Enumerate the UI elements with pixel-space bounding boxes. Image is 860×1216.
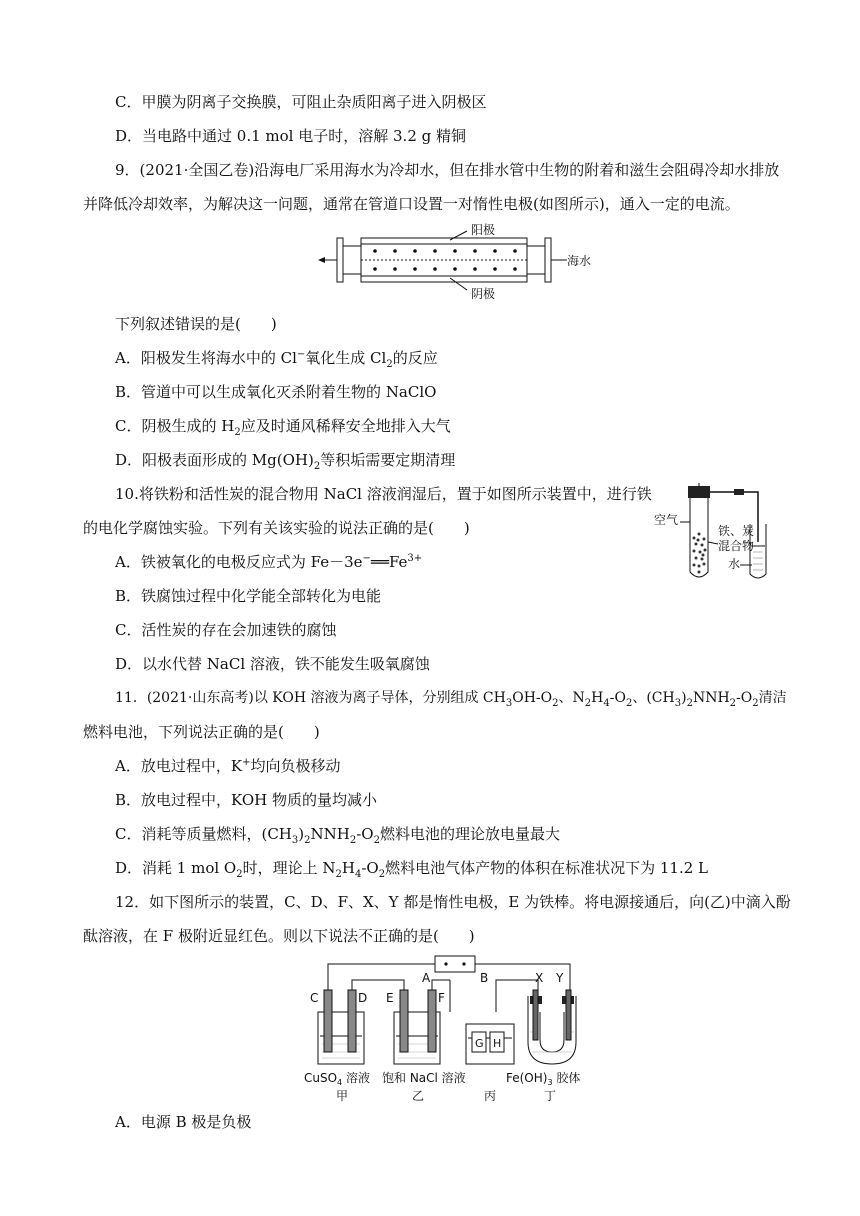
label-jia: 甲: [336, 1089, 349, 1103]
power-terminal-a: A: [422, 971, 431, 985]
q11-option-b: B．放电过程中，KOH 物质的量均减小: [115, 791, 377, 809]
q9-stem-line1: 9．(2021·全国乙卷)沿海电厂采用海水为冷却水，但在排水管中生物的附着和滋生会阻碍冷却水排放: [115, 161, 780, 179]
q9-pipe-electrode-figure: [315, 218, 592, 301]
q12-stem-line2: 酞溶液，在 F 极附近显红色。则以下说法不正确的是( ): [83, 927, 475, 945]
electrode-c-label: C: [310, 991, 319, 1005]
cathode-label: 阴极: [471, 287, 496, 301]
q10-stem-line2: 的电化学腐蚀实验。下列有关该实验的说法正确的是( ): [83, 519, 470, 537]
q8-option-c: C．甲膜为阴离子交换膜，可阻止杂质阳离子进入阴极区: [115, 93, 487, 111]
electrode-x-label: X: [535, 971, 544, 985]
q11-stem-line1: 11．(2021·山东高考)以 KOH 溶液为离子导体，分别组成 $CH_3OH-O_2$、$N_2H_4-O_2$、$(CH_3)_2NNH_2-O_2$清洁: [115, 690, 787, 709]
electrode-h-label: H: [493, 1037, 502, 1050]
q12-option-a: A．电源 B 极是负极: [115, 1113, 252, 1131]
q9-option-c: C．阴极生成的 $H_2$应及时通风稀释安全地排入大气: [115, 417, 451, 438]
q10-option-d: D．以水代替 NaCl 溶液，铁不能发生吸氧腐蚀: [115, 655, 430, 673]
q9-question: 下列叙述错误的是( ): [115, 315, 277, 333]
electrode-e-label: E: [386, 991, 394, 1005]
q8-option-d: D．当电路中通过 0.1 mol 电子时，溶解 3.2 g 精铜: [115, 127, 467, 145]
q10-corrosion-apparatus-figure: [648, 482, 788, 584]
air-label: 空气: [654, 513, 679, 527]
q11-option-a: A．放电过程中，K+均向负极移动: [115, 757, 341, 775]
feoh3-caption: $Fe(OH)_3$ 胶体: [506, 1071, 581, 1087]
electrode-y-label: Y: [556, 971, 564, 985]
power-terminal-b: B: [480, 971, 489, 985]
cuso4-caption: CuSO$_4$ 溶液: [304, 1071, 370, 1087]
q10-stem-line1: 10.将铁粉和活性炭的混合物用 NaCl 溶液润湿后，置于如图所示装置中，进行铁: [115, 485, 652, 503]
water-label: 水: [728, 557, 741, 571]
q10-option-a: A．铁被氧化的电极反应式为 $Fe-3e^-══Fe^{3+}$: [115, 553, 423, 571]
electrode-g-label: G: [475, 1037, 484, 1050]
electrode-f-label: F: [438, 991, 445, 1005]
electrode-d-label: D: [358, 991, 368, 1005]
label-bing: 丙: [484, 1089, 497, 1103]
q9-option-d: D．阳极表面形成的 $Mg(OH)_2$等积垢需要定期清理: [115, 451, 456, 472]
q11-option-d: D．消耗 1 mol $O_2$时，理论上 $N_2H_4-O_2$燃料电池气体产物的体积在标准状况下为 11.2 L: [115, 859, 709, 880]
q9-option-b: B．管道中可以生成氧化灭杀附着生物的 NaClO: [115, 383, 437, 401]
label-ding: 丁: [544, 1089, 557, 1103]
q10-option-b: B．铁腐蚀过程中化学能全部转化为电能: [115, 587, 382, 605]
iron-carbon-label-line1: 铁、炭: [718, 524, 755, 538]
nacl-caption: 饱和 NaCl 溶液: [382, 1071, 466, 1085]
seawater-label: 海水: [567, 254, 592, 268]
q12-stem-line1: 12．如下图所示的装置，C、D、F、X、Y 都是惰性电极，E 为铁棒。将电源接通后，向(乙)中滴入酚: [115, 893, 791, 911]
iron-carbon-label-line2: 混合物: [718, 539, 755, 553]
q11-stem-line2: 燃料电池，下列说法正确的是( ): [83, 723, 320, 741]
q9-option-a: A．阳极发生将海水中的 Cl−氧化生成 $Cl_2$的反应: [115, 349, 438, 370]
q9-stem-line2: 并降低冷却效率，为解决这一问题，通常在管道口设置一对惰性电极(如图所示)，通入一定的电流。: [83, 195, 740, 213]
q11-option-c: C．消耗等质量燃料，$(CH_3)_2NNH_2-O_2$燃料电池的理论放电量最大: [115, 825, 560, 846]
q12-electrolysis-apparatus-figure: [300, 952, 600, 1104]
anode-label: 阳极: [471, 223, 496, 237]
label-yi: 乙: [412, 1089, 425, 1103]
q10-option-c: C．活性炭的存在会加速铁的腐蚀: [115, 621, 337, 639]
